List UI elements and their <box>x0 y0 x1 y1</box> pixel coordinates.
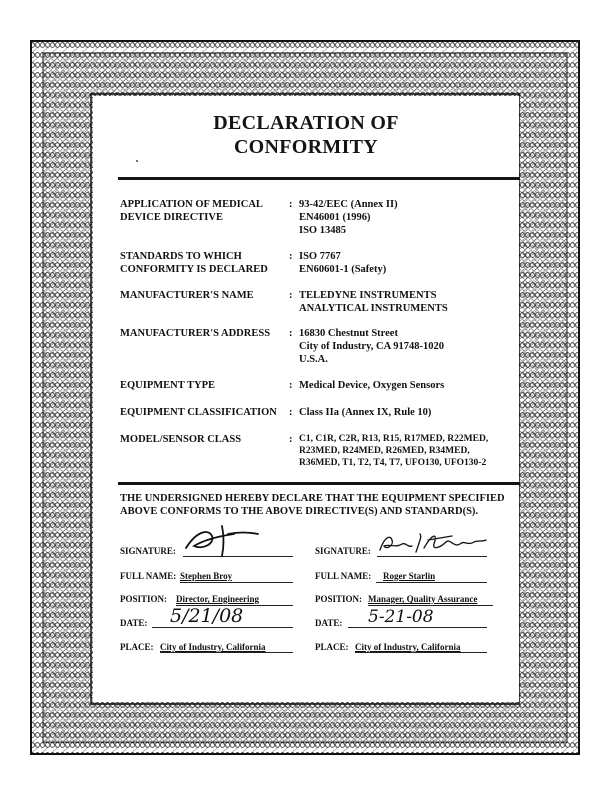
signature-label-right: SIGNATURE: <box>315 546 371 556</box>
value-line: City of Industry, CA 91748-1020 <box>299 341 444 352</box>
full-name-label-left: FULL NAME: <box>120 571 177 581</box>
document-title-line1: DECLARATION OF <box>213 112 399 134</box>
field-colon: : <box>289 251 293 262</box>
value-line: R23MED, R24MED, R26MED, R34MED, <box>299 446 470 456</box>
field-value-manufacturer-address <box>299 327 521 366</box>
section-divider <box>118 482 520 485</box>
place-label-left: PLACE: <box>120 642 154 652</box>
full-name-left: Stephen Broy <box>180 571 233 581</box>
value-line: 93-42/EEC (Annex II) <box>299 199 398 210</box>
position-line-right <box>368 605 493 606</box>
field-label-manufacturer-name: MANUFACTURER'S NAME <box>120 290 254 301</box>
place-line-left <box>160 652 293 653</box>
date-label-left: DATE: <box>120 618 148 628</box>
field-colon: : <box>289 434 293 445</box>
field-value-directive <box>299 198 521 237</box>
value-line: ISO 13485 <box>299 225 346 236</box>
field-value-standards <box>299 250 521 276</box>
full-name-line-left <box>180 582 293 583</box>
place-right: City of Industry, California <box>355 642 461 652</box>
field-value-equipment-classification <box>299 406 521 419</box>
value-line: U.S.A. <box>299 354 328 365</box>
full-name-label-right: FULL NAME: <box>315 571 372 581</box>
value-line: Class IIa (Annex IX, Rule 10) <box>299 407 432 418</box>
field-value-equipment-type <box>299 379 521 392</box>
field-colon: : <box>289 290 293 301</box>
value-line: EN46001 (1996) <box>299 212 371 223</box>
signature-right <box>376 530 488 558</box>
date-left: 5/21/08 <box>170 605 244 627</box>
value-line: ISO 7767 <box>299 251 341 262</box>
document-body <box>93 96 519 702</box>
position-left: Director, Engineering <box>176 594 259 604</box>
signature-left <box>182 522 262 558</box>
value-line: R36MED, T1, T2, T4, T7, UFO130, UFO130-2 <box>299 458 487 468</box>
value-line: EN60601-1 (Safety) <box>299 264 387 275</box>
full-name-right: Roger Starlin <box>383 571 436 581</box>
field-value-manufacturer-name <box>299 289 521 315</box>
value-line: Medical Device, Oxygen Sensors <box>299 380 445 391</box>
place-line-right <box>355 652 487 653</box>
date-right: 5-21-08 <box>368 607 434 627</box>
place-left: City of Industry, California <box>160 642 266 652</box>
field-label-equipment-type: EQUIPMENT TYPE <box>120 380 216 391</box>
position-right: Manager, Quality Assurance <box>368 594 478 604</box>
signature-label-left: SIGNATURE: <box>120 546 176 556</box>
place-label-right: PLACE: <box>315 642 349 652</box>
field-label-directive: APPLICATION OF MEDICAL DEVICE DIRECTIVE <box>120 199 263 223</box>
stray-mark <box>136 160 138 162</box>
field-colon: : <box>289 407 293 418</box>
field-label-standards: STANDARDS TO WHICH CONFORMITY IS DECLARED <box>120 251 268 275</box>
position-label-right: POSITION: <box>315 594 363 604</box>
full-name-line-right <box>376 582 487 583</box>
field-colon: : <box>289 199 293 210</box>
declaration-statement: THE UNDERSIGNED HEREBY DECLARE THAT THE EQUIPMENT SPECIFIED ABOVE CONFORMS TO THE ABOVE DIRECTIVE(S) AND STANDARD(S). <box>120 493 505 517</box>
field-colon: : <box>289 328 293 339</box>
field-label-model-sensor-class: MODEL/SENSOR CLASS <box>120 434 242 445</box>
field-label-manufacturer-address: MANUFACTURER'S ADDRESS <box>120 328 271 339</box>
document-title-line2: CONFORMITY <box>233 136 379 158</box>
date-label-right: DATE: <box>315 618 343 628</box>
date-line-left <box>152 627 293 628</box>
value-line: TELEDYNE INSTRUMENTS <box>299 290 437 301</box>
date-line-right <box>348 627 487 628</box>
field-colon: : <box>289 380 293 391</box>
value-line: C1, C1R, C2R, R13, R15, R17MED, R22MED, <box>299 434 489 444</box>
value-line: 16830 Chestnut Street <box>299 328 398 339</box>
title-divider <box>118 177 520 180</box>
field-value-model-sensor-class <box>299 433 521 469</box>
position-label-left: POSITION: <box>120 594 168 604</box>
field-label-equipment-classification: EQUIPMENT CLASSIFICATION <box>120 407 277 418</box>
value-line: ANALYTICAL INSTRUMENTS <box>299 303 448 314</box>
